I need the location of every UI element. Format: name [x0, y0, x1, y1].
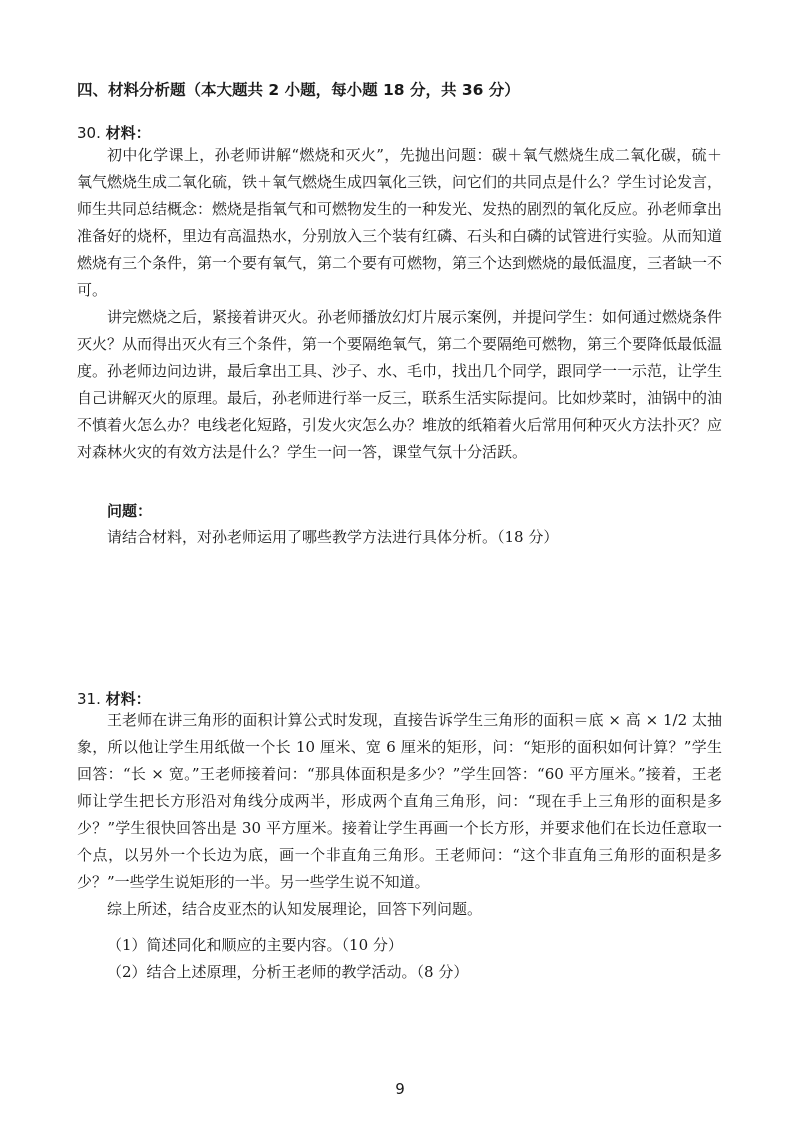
question-30-question-label: 问题：	[107, 502, 153, 520]
section-title: 四、材料分析题（本大题共 2 小题，每小题 18 分，共 36 分）	[77, 81, 520, 99]
question-31-number: 31.	[77, 690, 101, 708]
question-31-paragraph-2: 综上所述，结合皮亚杰的认知发展理论，回答下列问题。	[107, 900, 483, 918]
question-31-material-label: 材料：	[105, 690, 151, 708]
question-30-number: 30.	[77, 124, 101, 142]
question-30-question-text: 请结合材料，对孙老师运用了哪些教学方法进行具体分析。（18 分）	[107, 528, 559, 546]
question-30-paragraph-1: 初中化学课上，孙老师讲解“燃烧和灭火”，先抛出问题：碳＋氧气燃烧生成二氧化碳，硫＋氧气燃烧生成二氧化硫，铁＋氧气燃烧生成四氧化三铁，问它们的共同点是什么？学生讨论发言，师生共同总结概念：燃烧是指氧气和可燃物发生的一种发光、发热的剧烈的氧化反应。孙老师拿出准备好的烧杯，里边有高温热水，分别放入三个装有红磷、石头和白磷的试管进行实验。从而知道燃烧有三个条件，第一个要有氧气，第二个要有可燃物，第三个达到燃烧的最低温度，三者缺一不可。	[77, 146, 723, 299]
question-30-material-label: 材料：	[105, 124, 151, 142]
question-30-paragraph-2: 讲完燃烧之后，紧接着讲灭火。孙老师播放幻灯片展示案例，并提问学生：如何通过燃烧条件灭火？从而得出灭火有三个条件，第一个要隔绝氧气，第二个要隔绝可燃物，第三个要降低最低温度。孙老师边问边讲，最后拿出工具、沙子、水、毛巾，找出几个同学，跟同学一一示范，让学生自己讲解灭火的原理。最后，孙老师进行举一反三，联系生活实际提问。比如炒菜时，油锅中的油不慎着火怎么办？电线老化短路，引发火灾怎么办？堆放的纸箱着火后常用何种灭火方法扑灭？应对森林火灾的有效方法是什么？学生一问一答，课堂气氛十分活跃。	[77, 308, 723, 461]
question-31-paragraph-1: 王老师在讲三角形的面积计算公式时发现，直接告诉学生三角形的面积＝底 × 高 × 1/2 太抽象，所以他让学生用纸做一个长 10 厘米、宽 6 厘米的矩形，问：“矩形的面积如何计算？”学生回答：“长 × 宽。”王老师接着问：“那具体面积是多少？”学生回答：“60 平方厘米。”接着，王老师让学生把长方形沿对角线分成两半，形成两个直角三角形，问：“现在手上三角形的面积是多少？”学生很快回答出是 30 平方厘米。接着让学生再画一个长方形，并要求他们在长边任意取一个点，以另外一个长边为底，画一个非直角三角形。王老师问：“这个非直角三角形的面积是多少？”一些学生说矩形的一半。另一些学生说不知道。	[77, 711, 722, 891]
question-31-sub-question-2: （2）结合上述原理，分析王老师的教学活动。（8 分）	[107, 963, 469, 981]
question-30-header	[77, 122, 151, 143]
question-31-sub-question-1: （1）简述同化和顺应的主要内容。（10 分）	[107, 936, 403, 954]
page-number: 9	[395, 1080, 405, 1098]
question-31-header	[77, 688, 151, 709]
